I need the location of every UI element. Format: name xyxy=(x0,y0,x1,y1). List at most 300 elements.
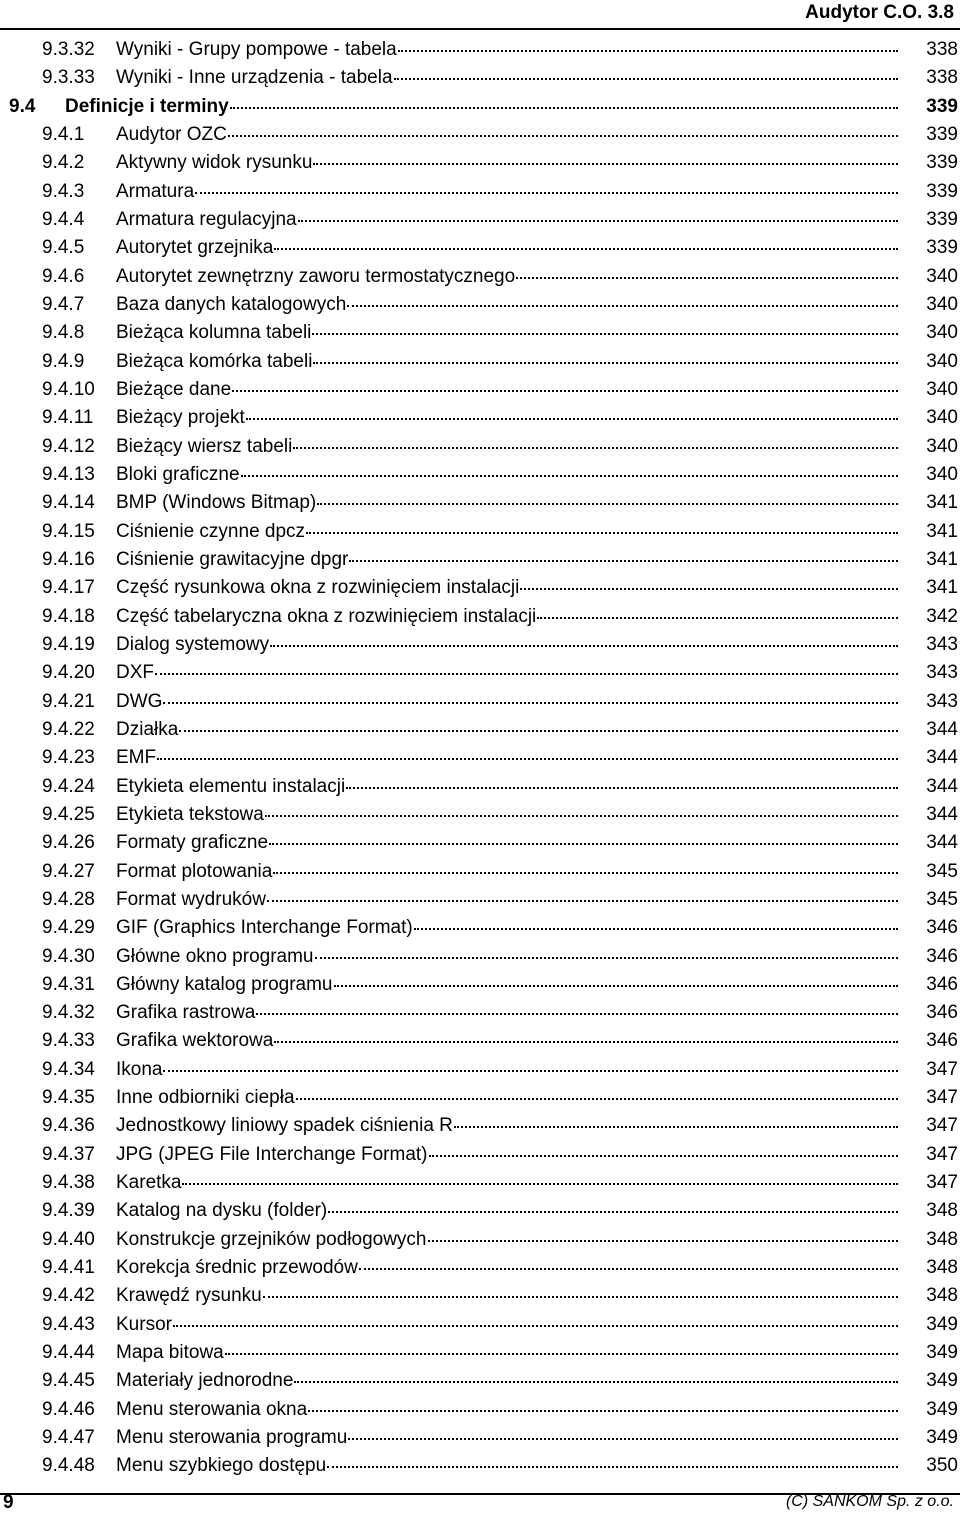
toc-entry[interactable] xyxy=(0,1452,960,1480)
toc-entry-number: 9.4.10 xyxy=(42,378,95,400)
toc-entry-title: Wyniki - Inne urządzenia - tabela xyxy=(116,64,393,92)
toc-entry[interactable] xyxy=(0,829,960,857)
toc-entry-page: 339 xyxy=(926,180,958,202)
toc-entry-title-wrap xyxy=(116,234,898,262)
toc-entry-number: 9.4.5 xyxy=(42,237,85,259)
toc-entry-page: 340 xyxy=(926,435,958,457)
toc-dot-leader xyxy=(394,78,898,80)
toc-entry-page: 347 xyxy=(926,1087,958,1109)
toc-dot-leader xyxy=(429,1155,899,1157)
toc-entry-number: 9.4.19 xyxy=(42,633,95,655)
toc-entry-page: 349 xyxy=(926,1370,958,1392)
toc-entry-page: 338 xyxy=(926,39,958,60)
toc-entry[interactable] xyxy=(0,943,960,971)
toc-entry[interactable] xyxy=(0,744,960,772)
toc-entry-page: 339 xyxy=(926,237,958,259)
toc-dot-leader xyxy=(359,1268,898,1270)
toc-entry-title-wrap xyxy=(116,36,898,64)
toc-entry-title: JPG (JPEG File Interchange Format) xyxy=(116,1141,428,1169)
toc-entry-page: 345 xyxy=(926,860,958,882)
toc-entry-page: 348 xyxy=(926,1285,958,1307)
toc-entry-title-wrap xyxy=(116,603,898,631)
toc-entry-title: Krawędź rysunku xyxy=(116,1282,262,1310)
toc-entry-page: 339 xyxy=(926,152,958,174)
toc-entry-title-wrap xyxy=(116,688,898,716)
toc-entry[interactable] xyxy=(0,914,960,942)
toc-entry-title: Menu sterowania okna xyxy=(116,1396,307,1424)
toc-entry-number: 9.4.15 xyxy=(42,520,95,542)
toc-entry-page: 349 xyxy=(926,1342,958,1364)
toc-entry-title-wrap xyxy=(116,1396,898,1424)
toc-entry-title-wrap xyxy=(116,178,898,206)
toc-dot-leader xyxy=(315,957,899,959)
toc-entry[interactable] xyxy=(0,801,960,829)
toc-entry-number: 9.4.18 xyxy=(42,605,95,627)
toc-entry-title-wrap xyxy=(116,546,898,574)
toc-entry-number: 9.4.39 xyxy=(42,1200,95,1222)
toc-dot-leader xyxy=(265,815,898,817)
toc-dot-leader xyxy=(313,362,898,364)
toc-entry-page: 349 xyxy=(926,1427,958,1449)
toc-entry-title: Ikona xyxy=(116,1056,162,1084)
toc-dot-leader xyxy=(294,1381,898,1383)
toc-entry-title-wrap xyxy=(116,971,898,999)
toc-entry-number: 9.4.43 xyxy=(42,1313,95,1335)
toc-entry-title: Autorytet zewnętrzny zaworu termostatycznego xyxy=(116,263,515,291)
toc-entry-title: Mapa bitowa xyxy=(116,1339,224,1367)
toc-dot-leader xyxy=(349,560,898,562)
toc-entry-page: 338 xyxy=(926,67,958,89)
toc-entry-number: 9.3.32 xyxy=(42,39,95,60)
toc-entry[interactable] xyxy=(0,234,960,262)
toc-entry[interactable] xyxy=(0,36,960,64)
toc-dot-leader xyxy=(428,1240,899,1242)
toc-entry-number: 9.4.12 xyxy=(42,435,95,457)
toc-entry-page: 346 xyxy=(926,945,958,967)
toc-entry[interactable] xyxy=(0,574,960,602)
toc-dot-leader xyxy=(232,390,898,392)
toc-entry-number: 9.4.8 xyxy=(42,322,85,344)
toc-entry-number: 9.4.13 xyxy=(42,463,95,485)
toc-entry-title-wrap xyxy=(116,1311,898,1339)
toc-entry-title-wrap xyxy=(116,489,898,517)
toc-entry[interactable] xyxy=(0,1141,960,1169)
toc-entry-title-wrap xyxy=(116,574,898,602)
toc-entry-number: 9.4.21 xyxy=(42,690,95,712)
toc-entry[interactable] xyxy=(0,461,960,489)
toc-entry-number: 9.4.30 xyxy=(42,945,95,967)
toc-entry-page: 343 xyxy=(926,690,958,712)
toc-entry-number: 9.4.2 xyxy=(42,152,85,174)
toc-dot-leader xyxy=(327,1466,898,1468)
toc-entry-number: 9.4.34 xyxy=(42,1058,95,1080)
toc-entry[interactable] xyxy=(0,631,960,659)
toc-entry-number: 9.4.20 xyxy=(42,662,95,684)
toc-entry-number: 9.4.24 xyxy=(42,775,95,797)
toc-dot-leader xyxy=(269,843,898,845)
toc-entry-title: Główne okno programu xyxy=(116,943,314,971)
toc-entry-title: Armatura xyxy=(116,178,194,206)
toc-entry-title: Karetka xyxy=(116,1169,181,1197)
toc-entry-title: Bieżące dane xyxy=(116,376,231,404)
toc-entry-title: Baza danych katalogowych xyxy=(116,291,346,319)
toc-dot-leader xyxy=(195,192,898,194)
toc-entry-title-wrap xyxy=(116,999,898,1027)
toc-dot-leader xyxy=(230,107,898,109)
toc-entry-page: 348 xyxy=(926,1257,958,1279)
toc-entry-page: 350 xyxy=(926,1455,958,1477)
toc-entry-number: 9.4.35 xyxy=(42,1087,95,1109)
toc-entry-title: Armatura regulacyjna xyxy=(116,206,297,234)
toc-entry-page: 349 xyxy=(926,1313,958,1335)
toc-entry-title: Format wydruków xyxy=(116,886,266,914)
toc-entry-title: Ciśnienie grawitacyjne dpgr xyxy=(116,546,348,574)
toc-entry-number: 9.4.32 xyxy=(42,1002,95,1024)
toc-entry-title-wrap xyxy=(116,1112,898,1140)
toc-entry-number: 9.4.46 xyxy=(42,1398,95,1420)
toc-entry-title: Bieżący projekt xyxy=(116,404,245,432)
toc-entry-number: 9.4.48 xyxy=(42,1455,95,1477)
toc-dot-leader xyxy=(308,1410,898,1412)
toc-entry[interactable] xyxy=(0,291,960,319)
toc-entry-title: Aktywny widok rysunku xyxy=(116,149,312,177)
toc-dot-leader xyxy=(296,1098,898,1100)
toc-entry[interactable] xyxy=(0,263,960,291)
toc-entry-title: Format plotowania xyxy=(116,858,272,886)
toc-entry-title-wrap xyxy=(116,263,898,291)
toc-entry-title-wrap xyxy=(116,659,898,687)
toc-dot-leader xyxy=(228,135,898,137)
toc-entry-number: 9.4.38 xyxy=(42,1172,95,1194)
toc-entry-page: 344 xyxy=(926,832,958,854)
toc-entry[interactable] xyxy=(0,93,960,121)
toc-entry[interactable] xyxy=(0,64,960,92)
table-of-contents xyxy=(0,36,960,1481)
toc-entry-title-wrap xyxy=(116,1084,898,1112)
toc-entry-page: 345 xyxy=(926,888,958,910)
toc-entry[interactable] xyxy=(0,149,960,177)
toc-entry[interactable] xyxy=(0,1311,960,1339)
toc-dot-leader xyxy=(182,1183,898,1185)
toc-entry-title-wrap xyxy=(116,773,898,801)
toc-dot-leader xyxy=(328,1211,898,1213)
toc-entry-title: Menu sterowania programu xyxy=(116,1424,347,1452)
toc-entry-page: 340 xyxy=(926,378,958,400)
toc-entry-page: 347 xyxy=(926,1172,958,1194)
toc-entry-page: 346 xyxy=(926,917,958,939)
toc-entry-title: Główny katalog programu xyxy=(116,971,333,999)
toc-entry-title-wrap xyxy=(116,1226,898,1254)
toc-entry-page: 341 xyxy=(926,520,958,542)
toc-entry-number: 9.4.28 xyxy=(42,888,95,910)
toc-entry-title: Menu szybkiego dostępu xyxy=(116,1452,326,1480)
toc-entry-number: 9.4.41 xyxy=(42,1257,95,1279)
toc-entry[interactable] xyxy=(0,1339,960,1367)
toc-dot-leader xyxy=(313,163,898,165)
toc-entry-page: 347 xyxy=(926,1058,958,1080)
toc-entry[interactable] xyxy=(0,716,960,744)
toc-entry[interactable] xyxy=(0,1056,960,1084)
toc-entry-title-wrap xyxy=(116,518,898,546)
toc-entry-title: Autorytet grzejnika xyxy=(116,234,273,262)
toc-entry-number: 9.4.26 xyxy=(42,832,95,854)
toc-entry-page: 340 xyxy=(926,350,958,372)
toc-entry-title: Konstrukcje grzejników podłogowych xyxy=(116,1226,427,1254)
toc-dot-leader xyxy=(179,730,898,732)
toc-entry[interactable] xyxy=(0,319,960,347)
toc-entry-title-wrap xyxy=(116,1027,898,1055)
toc-entry[interactable] xyxy=(0,1169,960,1197)
toc-entry-page: 341 xyxy=(926,548,958,570)
toc-entry-page: 346 xyxy=(926,1030,958,1052)
toc-entry-title-wrap xyxy=(116,319,898,347)
toc-entry-title: Etykieta tekstowa xyxy=(116,801,264,829)
toc-dot-leader xyxy=(306,532,898,534)
toc-entry[interactable] xyxy=(0,688,960,716)
toc-entry[interactable] xyxy=(0,659,960,687)
toc-entry-number: 9.4.40 xyxy=(42,1228,95,1250)
toc-entry[interactable] xyxy=(0,1367,960,1395)
toc-entry-title-wrap xyxy=(116,716,898,744)
toc-entry-page: 339 xyxy=(926,95,958,117)
toc-entry-number: 9.4.3 xyxy=(42,180,85,202)
toc-entry-title: Bieżąca kolumna tabeli xyxy=(116,319,311,347)
toc-dot-leader xyxy=(520,588,898,590)
toc-entry-title: Bloki graficzne xyxy=(116,461,240,489)
toc-dot-leader xyxy=(298,220,898,222)
toc-dot-leader xyxy=(270,645,898,647)
toc-entry-title: DXF xyxy=(116,659,154,687)
toc-entry-page: 340 xyxy=(926,293,958,315)
toc-entry[interactable] xyxy=(0,121,960,149)
toc-entry-number: 9.4.42 xyxy=(42,1285,95,1307)
toc-entry-page: 339 xyxy=(926,208,958,230)
toc-entry-title: GIF (Graphics Interchange Format) xyxy=(116,914,413,942)
toc-dot-leader xyxy=(398,50,898,52)
toc-entry-title-wrap xyxy=(116,149,898,177)
toc-entry-title: Jednostkowy liniowy spadek ciśnienia R xyxy=(116,1112,453,1140)
toc-entry[interactable] xyxy=(0,1112,960,1140)
toc-entry[interactable] xyxy=(0,178,960,206)
document-header-title: Audytor C.O. 3.8 xyxy=(805,2,954,23)
toc-entry[interactable] xyxy=(0,858,960,886)
toc-dot-leader xyxy=(274,1041,898,1043)
toc-entry-page: 349 xyxy=(926,1398,958,1420)
toc-entry-number: 9.4.6 xyxy=(42,265,85,287)
toc-entry-page: 347 xyxy=(926,1115,958,1137)
toc-dot-leader xyxy=(516,277,898,279)
toc-entry-title-wrap xyxy=(116,1254,898,1282)
toc-entry-title-wrap xyxy=(116,829,898,857)
header-divider xyxy=(0,28,960,30)
toc-entry[interactable] xyxy=(0,376,960,404)
toc-entry-title: Katalog na dysku (folder) xyxy=(116,1197,327,1225)
toc-entry-title: Wyniki - Grupy pompowe - tabela xyxy=(116,36,397,64)
toc-entry-title: Dialog systemowy xyxy=(116,631,269,659)
toc-dot-leader xyxy=(241,475,898,477)
toc-dot-leader xyxy=(346,787,898,789)
toc-entry-page: 340 xyxy=(926,322,958,344)
toc-dot-leader xyxy=(256,1013,898,1015)
toc-entry-title-wrap xyxy=(116,801,898,829)
toc-dot-leader xyxy=(246,418,898,420)
toc-dot-leader xyxy=(414,928,898,930)
toc-entry[interactable] xyxy=(0,971,960,999)
toc-entry-page: 340 xyxy=(926,463,958,485)
toc-entry[interactable] xyxy=(0,1084,960,1112)
toc-entry[interactable] xyxy=(0,1396,960,1424)
toc-dot-leader xyxy=(537,617,898,619)
toc-entry-title-wrap xyxy=(116,1056,898,1084)
toc-entry-title: Część tabelaryczna okna z rozwinięciem instalacji xyxy=(116,603,536,631)
toc-entry[interactable] xyxy=(0,1254,960,1282)
toc-entry-title-wrap xyxy=(116,631,898,659)
toc-entry-page: 344 xyxy=(926,718,958,740)
toc-dot-leader xyxy=(225,1353,898,1355)
toc-entry-title: Definicje i terminy xyxy=(65,93,229,121)
toc-dot-leader xyxy=(347,305,898,307)
toc-dot-leader xyxy=(273,872,898,874)
toc-entry-number: 9.4.44 xyxy=(42,1342,95,1364)
toc-entry-number: 9.4.25 xyxy=(42,803,95,825)
toc-entry-title-wrap xyxy=(116,1141,898,1169)
toc-entry-title-wrap xyxy=(65,93,898,121)
toc-entry[interactable] xyxy=(0,404,960,432)
toc-dot-leader xyxy=(454,1126,898,1128)
toc-entry[interactable] xyxy=(0,603,960,631)
toc-entry-title-wrap xyxy=(116,1197,898,1225)
toc-entry-number: 9.4.31 xyxy=(42,973,95,995)
toc-dot-leader xyxy=(267,900,898,902)
toc-entry-title-wrap xyxy=(116,1169,898,1197)
toc-entry-page: 342 xyxy=(926,605,958,627)
toc-entry-number: 9.4 xyxy=(9,95,36,117)
toc-entry-page: 344 xyxy=(926,803,958,825)
toc-entry[interactable] xyxy=(0,1197,960,1225)
toc-entry-number: 9.4.7 xyxy=(42,293,85,315)
toc-entry[interactable] xyxy=(0,206,960,234)
toc-entry-title-wrap xyxy=(116,404,898,432)
toc-entry-page: 339 xyxy=(926,123,958,145)
toc-entry-title: Grafika rastrowa xyxy=(116,999,255,1027)
toc-entry-page: 346 xyxy=(926,973,958,995)
toc-entry[interactable] xyxy=(0,1282,960,1310)
toc-entry-title: Inne odbiorniki ciepła xyxy=(116,1084,295,1112)
toc-dot-leader xyxy=(317,503,898,505)
toc-entry-number: 9.4.16 xyxy=(42,548,95,570)
toc-entry-page: 344 xyxy=(926,775,958,797)
copyright-notice: (C) SANKOM Sp. z o.o. xyxy=(785,1493,954,1510)
toc-entry-title: Korekcja średnic przewodów xyxy=(116,1254,358,1282)
toc-entry-number: 9.4.37 xyxy=(42,1143,95,1165)
toc-entry-number: 9.4.29 xyxy=(42,917,95,939)
toc-entry-title-wrap xyxy=(116,64,898,92)
toc-entry-title: Etykieta elementu instalacji xyxy=(116,773,345,801)
toc-entry-title: Działka xyxy=(116,716,178,744)
toc-entry-number: 9.4.9 xyxy=(42,350,85,372)
toc-entry-title-wrap xyxy=(116,1452,898,1480)
toc-entry-title-wrap xyxy=(116,1282,898,1310)
toc-entry-title: BMP (Windows Bitmap) xyxy=(116,489,316,517)
toc-entry[interactable] xyxy=(0,348,960,376)
toc-entry[interactable] xyxy=(0,886,960,914)
toc-entry-title: Grafika wektorowa xyxy=(116,1027,273,1055)
toc-entry-number: 9.4.23 xyxy=(42,747,95,769)
toc-entry-title: Ciśnienie czynne dpcz xyxy=(116,518,305,546)
toc-dot-leader xyxy=(155,673,898,675)
toc-entry-title: Formaty graficzne xyxy=(116,829,268,857)
toc-entry-title: Audytor OZC xyxy=(116,121,227,149)
toc-entry-title-wrap xyxy=(116,1367,898,1395)
toc-entry-page: 340 xyxy=(926,265,958,287)
toc-entry-number: 9.4.11 xyxy=(42,407,94,429)
toc-dot-leader xyxy=(163,702,898,704)
toc-dot-leader xyxy=(293,447,898,449)
toc-entry-number: 9.4.4 xyxy=(42,208,85,230)
toc-entry-title-wrap xyxy=(116,376,898,404)
toc-entry-title-wrap xyxy=(116,943,898,971)
toc-entry-title: EMF xyxy=(116,744,156,772)
toc-entry[interactable] xyxy=(0,999,960,1027)
toc-entry[interactable] xyxy=(0,433,960,461)
toc-entry-title-wrap xyxy=(116,858,898,886)
toc-entry-page: 341 xyxy=(926,577,958,599)
toc-entry-page: 348 xyxy=(926,1200,958,1222)
toc-entry[interactable] xyxy=(0,518,960,546)
toc-entry-title: Bieżący wiersz tabeli xyxy=(116,433,292,461)
toc-entry-page: 347 xyxy=(926,1143,958,1165)
toc-entry-title-wrap xyxy=(116,886,898,914)
toc-dot-leader xyxy=(173,1325,898,1327)
toc-dot-leader xyxy=(163,1070,898,1072)
toc-entry-number: 9.4.22 xyxy=(42,718,95,740)
toc-entry-title: Materiały jednorodne xyxy=(116,1367,293,1395)
toc-entry-title-wrap xyxy=(116,206,898,234)
toc-entry-title-wrap xyxy=(116,914,898,942)
toc-entry-page: 343 xyxy=(926,662,958,684)
toc-entry[interactable] xyxy=(0,1424,960,1452)
toc-entry-number: 9.4.45 xyxy=(42,1370,95,1392)
toc-entry-number: 9.4.47 xyxy=(42,1427,95,1449)
toc-entry-page: 344 xyxy=(926,747,958,769)
toc-entry-page: 346 xyxy=(926,1002,958,1024)
toc-dot-leader xyxy=(348,1438,898,1440)
toc-dot-leader xyxy=(157,758,898,760)
toc-entry-number: 9.4.14 xyxy=(42,492,95,514)
toc-dot-leader xyxy=(334,985,899,987)
toc-entry-number: 9.4.36 xyxy=(42,1115,95,1137)
toc-entry-title: DWG xyxy=(116,688,162,716)
page-number: 9 xyxy=(3,1492,14,1513)
toc-entry[interactable] xyxy=(0,546,960,574)
toc-entry-number: 9.4.17 xyxy=(42,577,95,599)
toc-entry-title-wrap xyxy=(116,1424,898,1452)
toc-dot-leader xyxy=(274,248,898,250)
toc-entry-title-wrap xyxy=(116,121,898,149)
toc-entry-page: 343 xyxy=(926,633,958,655)
toc-entry-title-wrap xyxy=(116,291,898,319)
toc-entry-title-wrap xyxy=(116,744,898,772)
toc-entry[interactable] xyxy=(0,489,960,517)
toc-dot-leader xyxy=(263,1296,898,1298)
toc-entry[interactable] xyxy=(0,773,960,801)
toc-entry[interactable] xyxy=(0,1027,960,1055)
toc-entry-page: 341 xyxy=(926,492,958,514)
toc-entry-number: 9.3.33 xyxy=(42,67,95,89)
toc-dot-leader xyxy=(312,333,898,335)
toc-entry-title: Część rysunkowa okna z rozwinięciem instalacji xyxy=(116,574,519,602)
toc-entry[interactable] xyxy=(0,1226,960,1254)
